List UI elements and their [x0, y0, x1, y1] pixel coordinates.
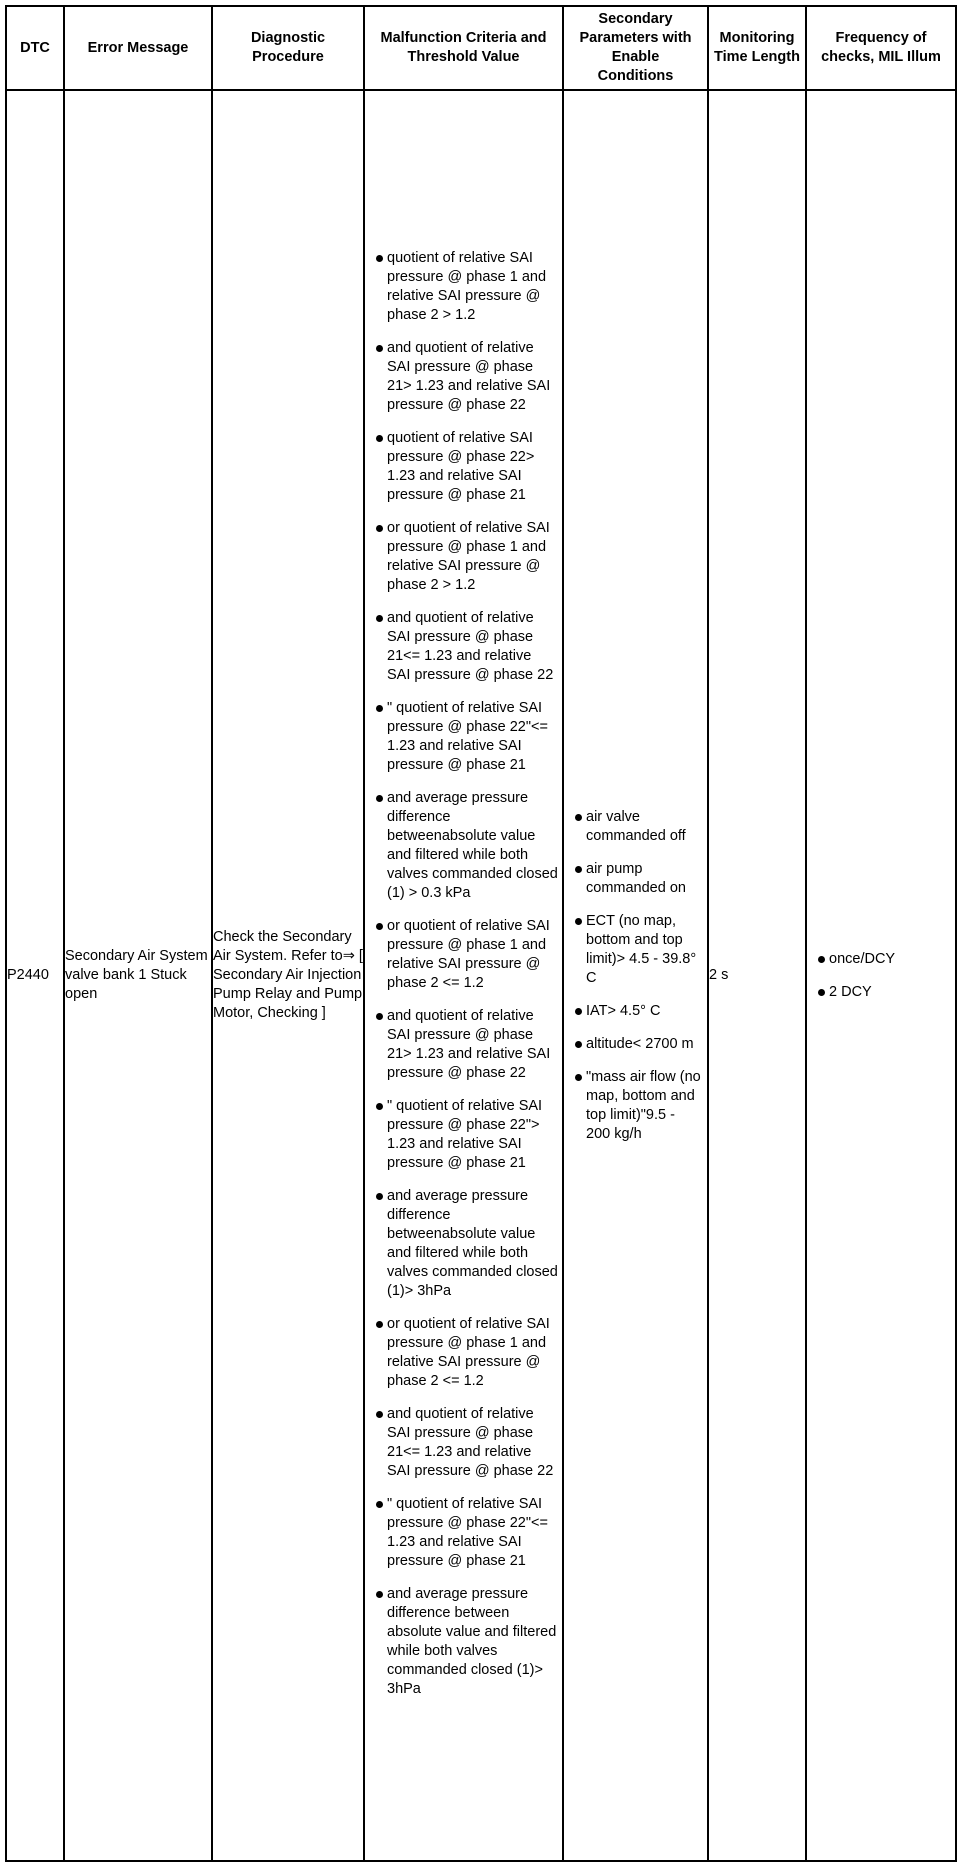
malfunction-criteria: [364, 90, 563, 1861]
criteria-text: and average pressure difference betweenabsolute value and filtered while both valves commanded closed (1) > 0.3 kPa: [387, 789, 558, 901]
header-malfunction-criteria: Malfunction Criteria and Threshold Value: [364, 6, 563, 90]
header-error-message: Error Message: [64, 6, 212, 90]
enable-conditions-list: [564, 794, 707, 1144]
bullet-icon: [376, 435, 383, 442]
bullet-icon: [376, 1013, 383, 1020]
criteria-text: and quotient of relative SAI pressure @ phase 21<= 1.23 and relative SAI pressure @ phase 22: [387, 609, 554, 683]
criteria-item: [365, 339, 562, 415]
bullet-icon: [376, 345, 383, 352]
bullet-icon: [376, 705, 383, 712]
criteria-text: quotient of relative SAI pressure @ phase 1 and relative SAI pressure @ phase 2 > 1.2: [387, 249, 547, 323]
secondary-parameters: [563, 90, 708, 1861]
enable-condition-text: ECT (no map, bottom and top limit)> 4.5 - 39.8° C: [586, 912, 697, 986]
bullet-icon: [575, 814, 582, 821]
criteria-text: and average pressure difference between absolute value and filtered while both valves commanded closed (1)> 3hPa: [387, 1585, 557, 1697]
criteria-text: or quotient of relative SAI pressure @ phase 1 and relative SAI pressure @ phase 2 <= 1.2: [387, 1315, 550, 1389]
error-message: Secondary Air System valve bank 1 Stuck open: [64, 90, 212, 1861]
criteria-item: [365, 609, 562, 685]
bullet-icon: [376, 615, 383, 622]
bullet-icon: [575, 1074, 582, 1081]
header-secondary-parameters: Secondary Parameters with Enable Conditions: [563, 6, 708, 90]
criteria-item: [365, 519, 562, 595]
enable-condition-item: [564, 808, 707, 846]
enable-condition-item: [564, 1002, 707, 1021]
criteria-text: " quotient of relative SAI pressure @ phase 22"<= 1.23 and relative SAI pressure @ phase 21: [387, 1495, 548, 1569]
criteria-text: and quotient of relative SAI pressure @ phase 21<= 1.23 and relative SAI pressure @ phase 22: [387, 1405, 554, 1479]
frequency-list: [807, 936, 955, 1002]
criteria-text: and quotient of relative SAI pressure @ phase 21> 1.23 and relative SAI pressure @ phase 22: [387, 1007, 551, 1081]
bullet-icon: [575, 918, 582, 925]
criteria-text: or quotient of relative SAI pressure @ phase 1 and relative SAI pressure @ phase 2 > 1.2: [387, 519, 550, 593]
header-dtc: DTC: [6, 6, 64, 90]
bullet-icon: [376, 795, 383, 802]
monitoring-time: 2 s: [708, 90, 806, 1861]
dtc-code: P2440: [6, 90, 64, 1861]
enable-condition-text: IAT> 4.5° C: [586, 1002, 661, 1019]
header-diagnostic-procedure: Diagnostic Procedure: [212, 6, 364, 90]
header-monitoring-time: Monitoring Time Length: [708, 6, 806, 90]
bullet-icon: [818, 989, 825, 996]
enable-condition-text: altitude< 2700 m: [586, 1035, 694, 1052]
criteria-item: [365, 1315, 562, 1391]
criteria-item: [365, 699, 562, 775]
criteria-text: and average pressure difference betweenabsolute value and filtered while both valves commanded closed (1)> 3hPa: [387, 1187, 558, 1299]
bullet-icon: [376, 923, 383, 930]
enable-condition-text: air pump commanded on: [586, 860, 686, 896]
criteria-text: or quotient of relative SAI pressure @ phase 1 and relative SAI pressure @ phase 2 <= 1.2: [387, 917, 550, 991]
frequency-text: 2 DCY: [829, 983, 872, 1000]
bullet-icon: [376, 1411, 383, 1418]
criteria-item: [365, 1187, 562, 1301]
criteria-item: [365, 917, 562, 993]
frequency-item: [807, 950, 955, 969]
diagnostic-procedure: Check the Secondary Air System. Refer to⇒ [ Secondary Air Injection Pump Relay and Pump Motor, Checking ]: [212, 90, 364, 1861]
criteria-item: [365, 789, 562, 903]
enable-condition-text: air valve commanded off: [586, 808, 686, 844]
bullet-icon: [376, 1193, 383, 1200]
criteria-list: [365, 239, 562, 1699]
bullet-icon: [376, 1501, 383, 1508]
criteria-text: quotient of relative SAI pressure @ phase 22> 1.23 and relative SAI pressure @ phase 21: [387, 429, 535, 503]
frequency: [806, 90, 956, 1861]
bullet-icon: [376, 1591, 383, 1598]
bullet-icon: [376, 255, 383, 262]
enable-condition-item: [564, 1068, 707, 1144]
criteria-text: " quotient of relative SAI pressure @ phase 22"<= 1.23 and relative SAI pressure @ phase 21: [387, 699, 548, 773]
enable-condition-item: [564, 1035, 707, 1054]
criteria-text: and quotient of relative SAI pressure @ phase 21> 1.23 and relative SAI pressure @ phase 22: [387, 339, 551, 413]
enable-condition-text: "mass air flow (no map, bottom and top limit)"9.5 - 200 kg/h: [586, 1068, 701, 1142]
dtc-table: [5, 5, 957, 1862]
bullet-icon: [376, 525, 383, 532]
enable-condition-item: [564, 860, 707, 898]
header-frequency: Frequency of checks, MIL Illum: [806, 6, 956, 90]
criteria-item: [365, 1495, 562, 1571]
criteria-item: [365, 1007, 562, 1083]
criteria-item: [365, 1405, 562, 1481]
header-row: [6, 6, 956, 90]
criteria-item: [365, 1097, 562, 1173]
bullet-icon: [376, 1103, 383, 1110]
criteria-item: [365, 1585, 562, 1699]
table-row: [6, 90, 956, 1861]
criteria-item: [365, 429, 562, 505]
bullet-icon: [575, 866, 582, 873]
frequency-text: once/DCY: [829, 950, 896, 967]
bullet-icon: [575, 1041, 582, 1048]
bullet-icon: [376, 1321, 383, 1328]
frequency-item: [807, 983, 955, 1002]
bullet-icon: [818, 956, 825, 963]
criteria-text: " quotient of relative SAI pressure @ phase 22"> 1.23 and relative SAI pressure @ phase 21: [387, 1097, 543, 1171]
enable-condition-item: [564, 912, 707, 988]
criteria-item: [365, 249, 562, 325]
bullet-icon: [575, 1008, 582, 1015]
